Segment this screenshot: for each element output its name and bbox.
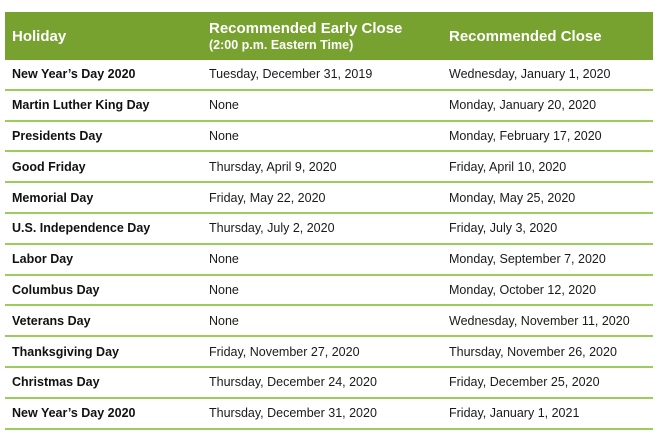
cell-early-close: None	[209, 252, 239, 267]
table-row	[5, 245, 653, 276]
table-row	[5, 368, 653, 399]
cell-holiday: New Year’s Day 2020	[12, 406, 136, 421]
table-row	[5, 122, 653, 153]
cell-holiday: Good Friday	[12, 159, 86, 174]
cell-early-close: None	[209, 313, 239, 328]
header-early-close-note: (2:00 p.m. Eastern Time)	[209, 37, 354, 52]
table-row	[5, 183, 653, 214]
table-row	[5, 337, 653, 368]
cell-close: Monday, February 17, 2020	[449, 128, 602, 143]
table-row	[5, 60, 653, 91]
table-row	[5, 152, 653, 183]
cell-close: Monday, October 12, 2020	[449, 282, 597, 297]
cell-holiday: Martin Luther King Day	[12, 98, 150, 113]
cell-close: Friday, April 10, 2020	[449, 159, 567, 174]
cell-early-close: None	[209, 128, 239, 143]
cell-early-close: Tuesday, December 31, 2019	[209, 67, 373, 82]
cell-early-close: Thursday, December 31, 2020	[209, 406, 377, 421]
header-early-close-title: Recommended Early Close	[209, 19, 403, 37]
cell-holiday: Memorial Day	[12, 190, 94, 205]
cell-holiday: Veterans Day	[12, 313, 91, 328]
cell-close: Monday, September 7, 2020	[449, 252, 606, 267]
header-close: Recommended Close	[449, 27, 602, 45]
header-early-close	[207, 20, 449, 53]
cell-holiday: U.S. Independence Day	[12, 221, 151, 236]
cell-close: Monday, May 25, 2020	[449, 190, 576, 205]
cell-early-close: Friday, May 22, 2020	[209, 190, 326, 205]
header-holiday: Holiday	[12, 27, 67, 45]
holiday-schedule-table	[5, 12, 653, 430]
table-row	[5, 399, 653, 430]
table-row	[5, 91, 653, 122]
cell-holiday: Columbus Day	[12, 282, 100, 297]
cell-holiday: Thanksgiving Day	[12, 344, 119, 359]
cell-holiday: Labor Day	[12, 252, 74, 267]
cell-close: Friday, December 25, 2020	[449, 375, 600, 390]
cell-close: Thursday, November 26, 2020	[449, 344, 617, 359]
table-row	[5, 306, 653, 337]
cell-close: Friday, July 3, 2020	[449, 221, 558, 236]
cell-early-close: Friday, November 27, 2020	[209, 344, 360, 359]
cell-early-close: None	[209, 282, 239, 297]
cell-close: Wednesday, January 1, 2020	[449, 67, 611, 82]
table-body	[5, 60, 653, 430]
table-row	[5, 214, 653, 245]
table-row	[5, 276, 653, 307]
cell-holiday: Christmas Day	[12, 375, 100, 390]
cell-close: Monday, January 20, 2020	[449, 98, 597, 113]
cell-holiday: Presidents Day	[12, 128, 103, 143]
cell-early-close: None	[209, 98, 239, 113]
cell-close: Wednesday, November 11, 2020	[449, 313, 630, 328]
cell-early-close: Thursday, December 24, 2020	[209, 375, 377, 390]
cell-close: Friday, January 1, 2021	[449, 406, 580, 421]
cell-early-close: Thursday, July 2, 2020	[209, 221, 335, 236]
cell-early-close: Thursday, April 9, 2020	[209, 159, 337, 174]
table-header	[5, 12, 653, 60]
cell-holiday: New Year’s Day 2020	[12, 67, 136, 82]
